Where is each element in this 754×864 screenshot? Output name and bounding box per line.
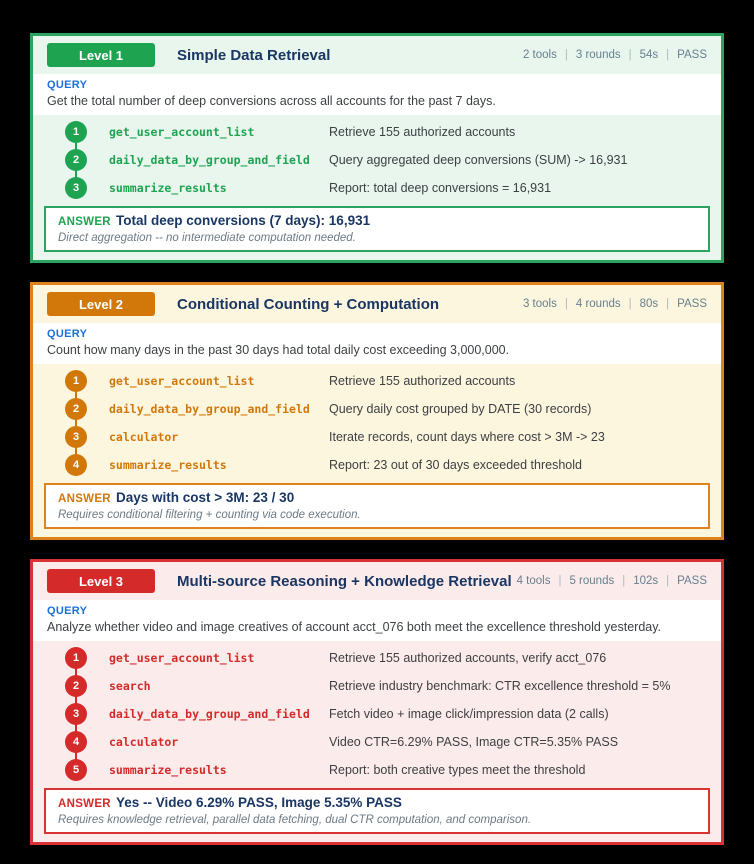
meta-rounds: 4 rounds [575,298,621,310]
query-text: Count how many days in the past 30 days had total daily cost exceeding 3,000,000. [47,343,510,357]
step-number-circle: 2 [65,149,87,171]
step-description: Retrieve 155 authorized accounts, verify acct_076 [329,651,607,665]
meta-tools: 3 tools [522,298,557,310]
panel-level-1 [30,33,724,263]
meta-divider: | [622,575,626,587]
query-label: QUERY [47,328,88,340]
answer-note: Requires knowledge retrieval, parallel data fetching, dual CTR computation, and comparison. [58,814,532,826]
panel-header [33,285,721,317]
step-tool-name: daily_data_by_group_and_field [109,153,310,167]
step-tool-name: daily_data_by_group_and_field [109,402,310,416]
meta-divider: | [666,298,670,310]
step-row [47,672,707,700]
step-description: Retrieve industry benchmark: CTR excellence threshold = 5% [329,679,671,693]
step-description: Retrieve 155 authorized accounts [329,374,516,388]
step-number-circle: 5 [65,759,87,781]
answer-top [58,213,696,229]
step-number-circle: 4 [65,454,87,476]
step-number-circle: 3 [65,177,87,199]
step-tool-name: summarize_results [109,458,227,472]
panel-title: Simple Data Retrieval [177,46,331,64]
step-row [47,146,707,174]
answer-label: ANSWER [58,798,111,810]
step-row [47,756,707,784]
answer-text: Total deep conversions (7 days): 16,931 [116,213,371,228]
step-description: Query aggregated deep conversions (SUM) -> 16,931 [329,153,628,167]
step-row [47,367,707,395]
step-description: Retrieve 155 authorized accounts [329,125,516,139]
query-text: Get the total number of deep conversions across all accounts for the past 7 days. [47,94,496,108]
answer-label: ANSWER [58,493,111,505]
step-number-circle: 4 [65,731,87,753]
query-section [33,74,721,115]
meta-tools: 4 tools [516,575,551,587]
meta-time: 80s [639,298,659,310]
meta-rounds: 3 rounds [575,49,621,61]
panel-title: Multi-source Reasoning + Knowledge Retrieval [177,572,512,590]
query-label: QUERY [47,79,88,91]
meta-status: PASS [677,298,707,310]
answer-top [58,490,696,506]
step-tool-name: summarize_results [109,763,227,777]
panel-meta [523,298,707,310]
meta-time: 102s [633,575,659,587]
step-description: Query daily cost grouped by DATE (30 records) [329,402,592,416]
meta-divider: | [628,298,632,310]
query-section [33,600,721,641]
step-row [47,174,707,202]
meta-divider: | [564,298,568,310]
panel-meta [517,575,707,587]
panel-level-2 [30,282,724,540]
step-list [33,115,721,204]
step-list [33,364,721,481]
step-tool-name: get_user_account_list [109,374,255,388]
query-label: QUERY [47,605,88,617]
step-number-circle: 3 [65,426,87,448]
meta-status: PASS [677,49,707,61]
level-badge: Level 2 [47,292,155,316]
meta-divider: | [564,49,568,61]
step-tool-name: calculator [109,735,179,749]
level-badge: Level 1 [47,43,155,67]
answer-text: Yes -- Video 6.29% PASS, Image 5.35% PASS [116,795,402,810]
meta-divider: | [666,575,670,587]
answer-note: Direct aggregation -- no intermediate computation needed. [58,232,356,244]
step-list [33,641,721,786]
step-tool-name: calculator [109,430,179,444]
answer-box [44,206,710,252]
step-tool-name: search [109,679,151,693]
step-tool-name: get_user_account_list [109,125,255,139]
level-badge: Level 3 [47,569,155,593]
step-description: Video CTR=6.29% PASS, Image CTR=5.35% PASS [329,735,619,749]
meta-divider: | [558,575,562,587]
query-text: Analyze whether video and image creatives of account acct_076 both meet the excellence threshold yesterday. [47,620,662,634]
answer-box [44,483,710,529]
meta-divider: | [666,49,670,61]
panel-header [33,562,721,594]
step-row [47,644,707,672]
answer-label: ANSWER [58,216,111,228]
answer-text: Days with cost > 3M: 23 / 30 [116,490,295,505]
meta-status: PASS [677,575,707,587]
step-number-circle: 1 [65,370,87,392]
step-number-circle: 1 [65,647,87,669]
step-row [47,700,707,728]
panel-header [33,36,721,68]
panel-title: Conditional Counting + Computation [177,295,440,313]
meta-rounds: 5 rounds [569,575,615,587]
step-number-circle: 3 [65,703,87,725]
answer-box [44,788,710,834]
step-row [47,451,707,479]
step-number-circle: 2 [65,675,87,697]
step-number-circle: 1 [65,121,87,143]
step-number-circle: 2 [65,398,87,420]
panel-level-3 [30,559,724,845]
panel-meta [523,49,707,61]
meta-time: 54s [639,49,659,61]
meta-divider: | [628,49,632,61]
step-row [47,118,707,146]
step-row [47,423,707,451]
step-description: Report: total deep conversions = 16,931 [329,181,552,195]
step-description: Report: 23 out of 30 days exceeded threshold [329,458,582,472]
step-tool-name: get_user_account_list [109,651,255,665]
step-tool-name: daily_data_by_group_and_field [109,707,310,721]
step-description: Fetch video + image click/impression data (2 calls) [329,707,609,721]
query-section [33,323,721,364]
meta-tools: 2 tools [522,49,557,61]
answer-top [58,795,696,811]
step-row [47,728,707,756]
step-description: Iterate records, count days where cost > 3M -> 23 [329,430,605,444]
step-tool-name: summarize_results [109,181,227,195]
step-row [47,395,707,423]
answer-note: Requires conditional filtering + counting via code execution. [58,509,361,521]
step-description: Report: both creative types meet the threshold [329,763,586,777]
